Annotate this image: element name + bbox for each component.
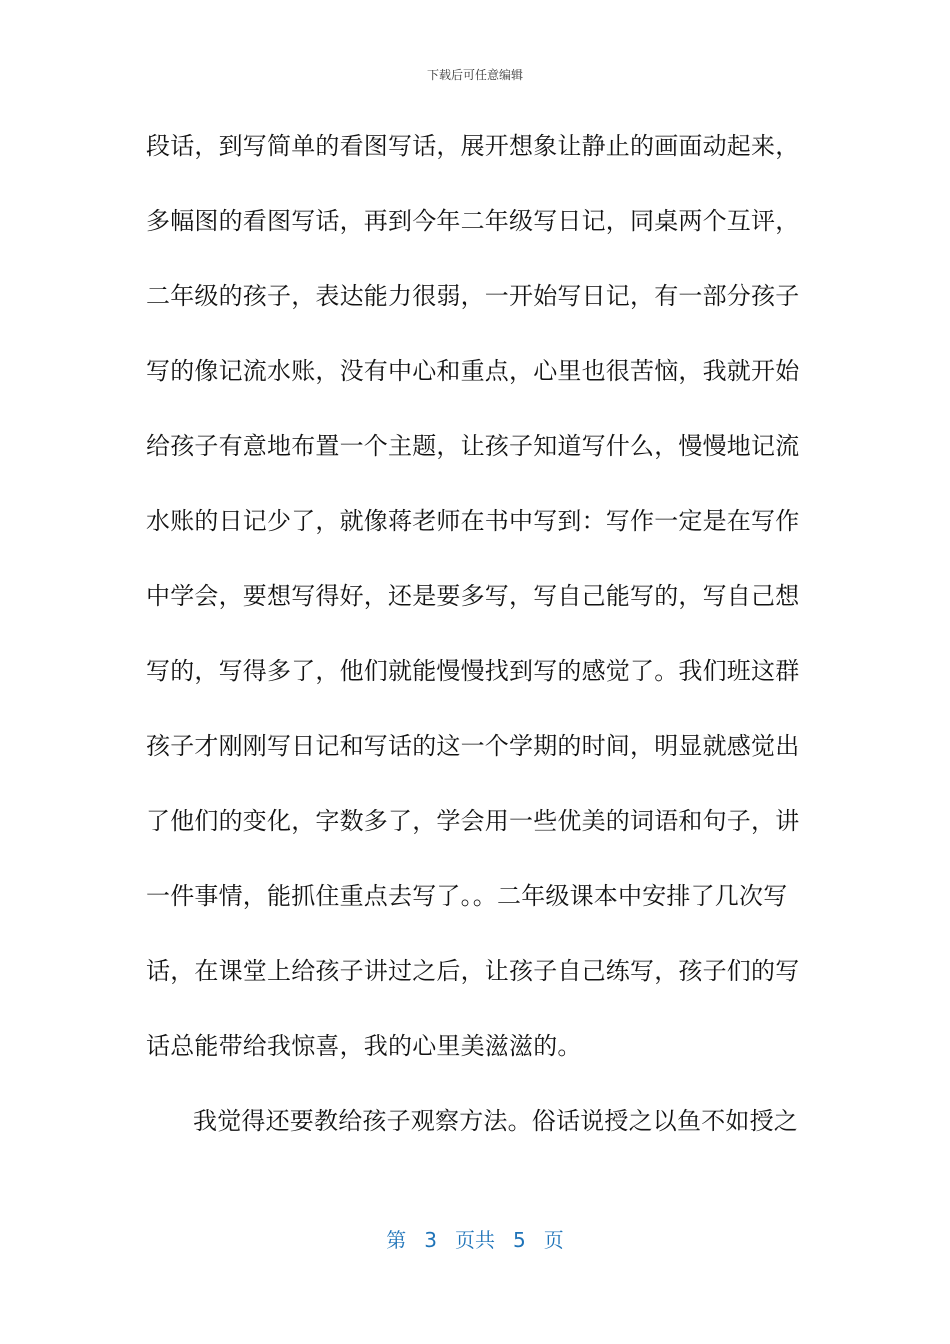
text-line: 孩子才刚刚写日记和写话的这一个学期的时间，明显就感觉出 (146, 732, 800, 760)
page-suffix: 页 (543, 1228, 564, 1252)
text-line: 给孩子有意地布置一个主题，让孩子知道写什么，慢慢地记流 (146, 432, 800, 460)
text-line: 话总能带给我惊喜，我的心里美滋滋的。 (146, 1032, 582, 1060)
total-page-number: 5 (513, 1228, 526, 1252)
document-body (146, 124, 800, 1174)
text-line: 多幅图的看图写话，再到今年二年级写日记，同桌两个互评， (146, 207, 800, 235)
text-line: 一件事情，能抓住重点去写了。。二年级课本中安排了几次写 (146, 882, 788, 910)
current-page-number: 3 (424, 1228, 437, 1252)
paragraph-first-line: 我觉得还要教给孩子观察方法。俗话说授之以鱼不如授之 (193, 1107, 798, 1135)
page-number-footer (0, 1224, 950, 1253)
text-line: 段话，到写简单的看图写话，展开想象让静止的画面动起来， (146, 132, 800, 160)
page-label: 第 (386, 1228, 407, 1252)
text-line: 写的像记流水账，没有中心和重点，心里也很苦恼，我就开始 (146, 357, 800, 385)
text-line: 中学会，要想写得好，还是要多写，写自己能写的，写自己想 (146, 582, 800, 610)
total-label: 页共 (455, 1228, 495, 1252)
text-line: 写的，写得多了，他们就能慢慢找到写的感觉了。我们班这群 (146, 657, 800, 685)
text-line: 了他们的变化，字数多了，学会用一些优美的词语和句子，讲 (146, 807, 800, 835)
text-line: 话，在课堂上给孩子讲过之后，让孩子自己练写，孩子们的写 (146, 957, 800, 985)
text-line: 二年级的孩子，表达能力很弱，一开始写日记，有一部分孩子 (146, 282, 800, 310)
page-header-note: 下载后可任意编辑 (426, 68, 523, 82)
text-line: 水账的日记少了，就像蒋老师在书中写到：写作一定是在写作 (146, 507, 800, 535)
